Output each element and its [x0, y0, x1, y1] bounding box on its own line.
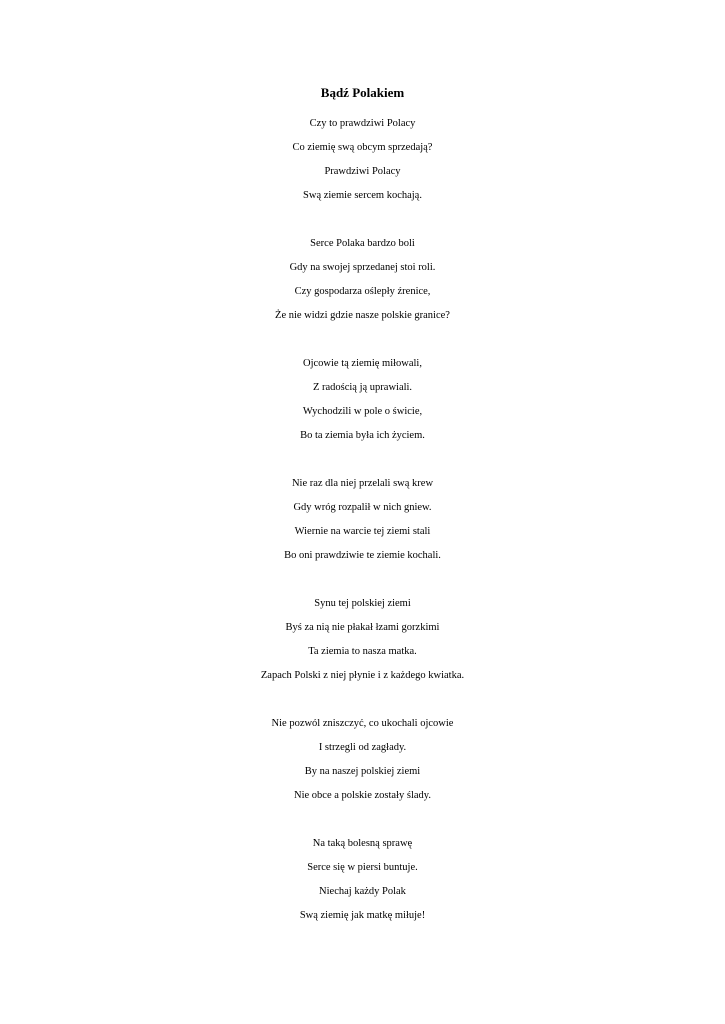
poem-line: Co ziemię swą obcym sprzedają?: [292, 142, 433, 153]
poem-line: Synu tej polskiej ziemi: [314, 598, 411, 609]
poem-line: Nie pozwól zniszczyć, co ukochali ojcowie: [271, 718, 454, 729]
poem-line: Swą ziemie sercem kochają.: [303, 190, 422, 201]
poem-line: Że nie widzi gdzie nasze polskie granice?: [275, 310, 450, 321]
stanza-2: [0, 232, 725, 328]
stanza-1: [0, 112, 725, 208]
poem-line: I strzegli od zagłady.: [318, 742, 407, 753]
poem-line: Ta ziemia to nasza matka.: [308, 646, 417, 657]
poem-line: Nie raz dla niej przelali swą krew: [291, 478, 434, 489]
poem-line: Ojcowie tą ziemię miłowali,: [303, 358, 422, 369]
poem-line: Czy to prawdziwi Polacy: [309, 118, 416, 129]
poem-line: Byś za nią nie płakał łzami gorzkimi: [285, 622, 440, 633]
poem-line: Wychodzili w pole o świcie,: [302, 406, 423, 417]
poem-title: Bądź Polakiem: [320, 85, 405, 100]
poem-line: Bo ta ziemia była ich życiem.: [300, 430, 425, 441]
poem-line: By na naszej polskiej ziemi: [304, 766, 421, 777]
stanza-3: [0, 352, 725, 448]
poem-line: Serce się w piersi buntuje.: [307, 862, 418, 873]
poem-line: Prawdziwi Polacy: [324, 166, 401, 177]
poem-line: Swą ziemię jak matkę miłuje!: [299, 910, 426, 921]
poem-line: Z radością ją uprawiali.: [312, 382, 413, 393]
stanza-5: [0, 592, 725, 688]
poem-line: Gdy na swojej sprzedanej stoi roli.: [289, 262, 436, 273]
poem-line: Bo oni prawdziwie te ziemie kochali.: [284, 550, 441, 561]
poem-body: [0, 112, 725, 952]
poem-line: Wiernie na warcie tej ziemi stali: [294, 526, 431, 537]
poem-line: Zapach Polski z niej płynie i z każdego kwiatka.: [260, 670, 465, 681]
poem-line: Gdy wróg rozpalił w nich gniew.: [293, 502, 432, 513]
poem-line: Niechaj każdy Polak: [319, 886, 406, 897]
stanza-4: [0, 472, 725, 568]
poem-line: Czy gospodarza oślepły źrenice,: [294, 286, 431, 297]
poem-line: Nie obce a polskie zostały ślady.: [294, 790, 431, 801]
poem-line: Serce Polaka bardzo boli: [310, 238, 415, 249]
stanza-6: [0, 712, 725, 808]
poem-line: Na taką bolesną sprawę: [312, 838, 413, 849]
stanza-7: [0, 832, 725, 928]
